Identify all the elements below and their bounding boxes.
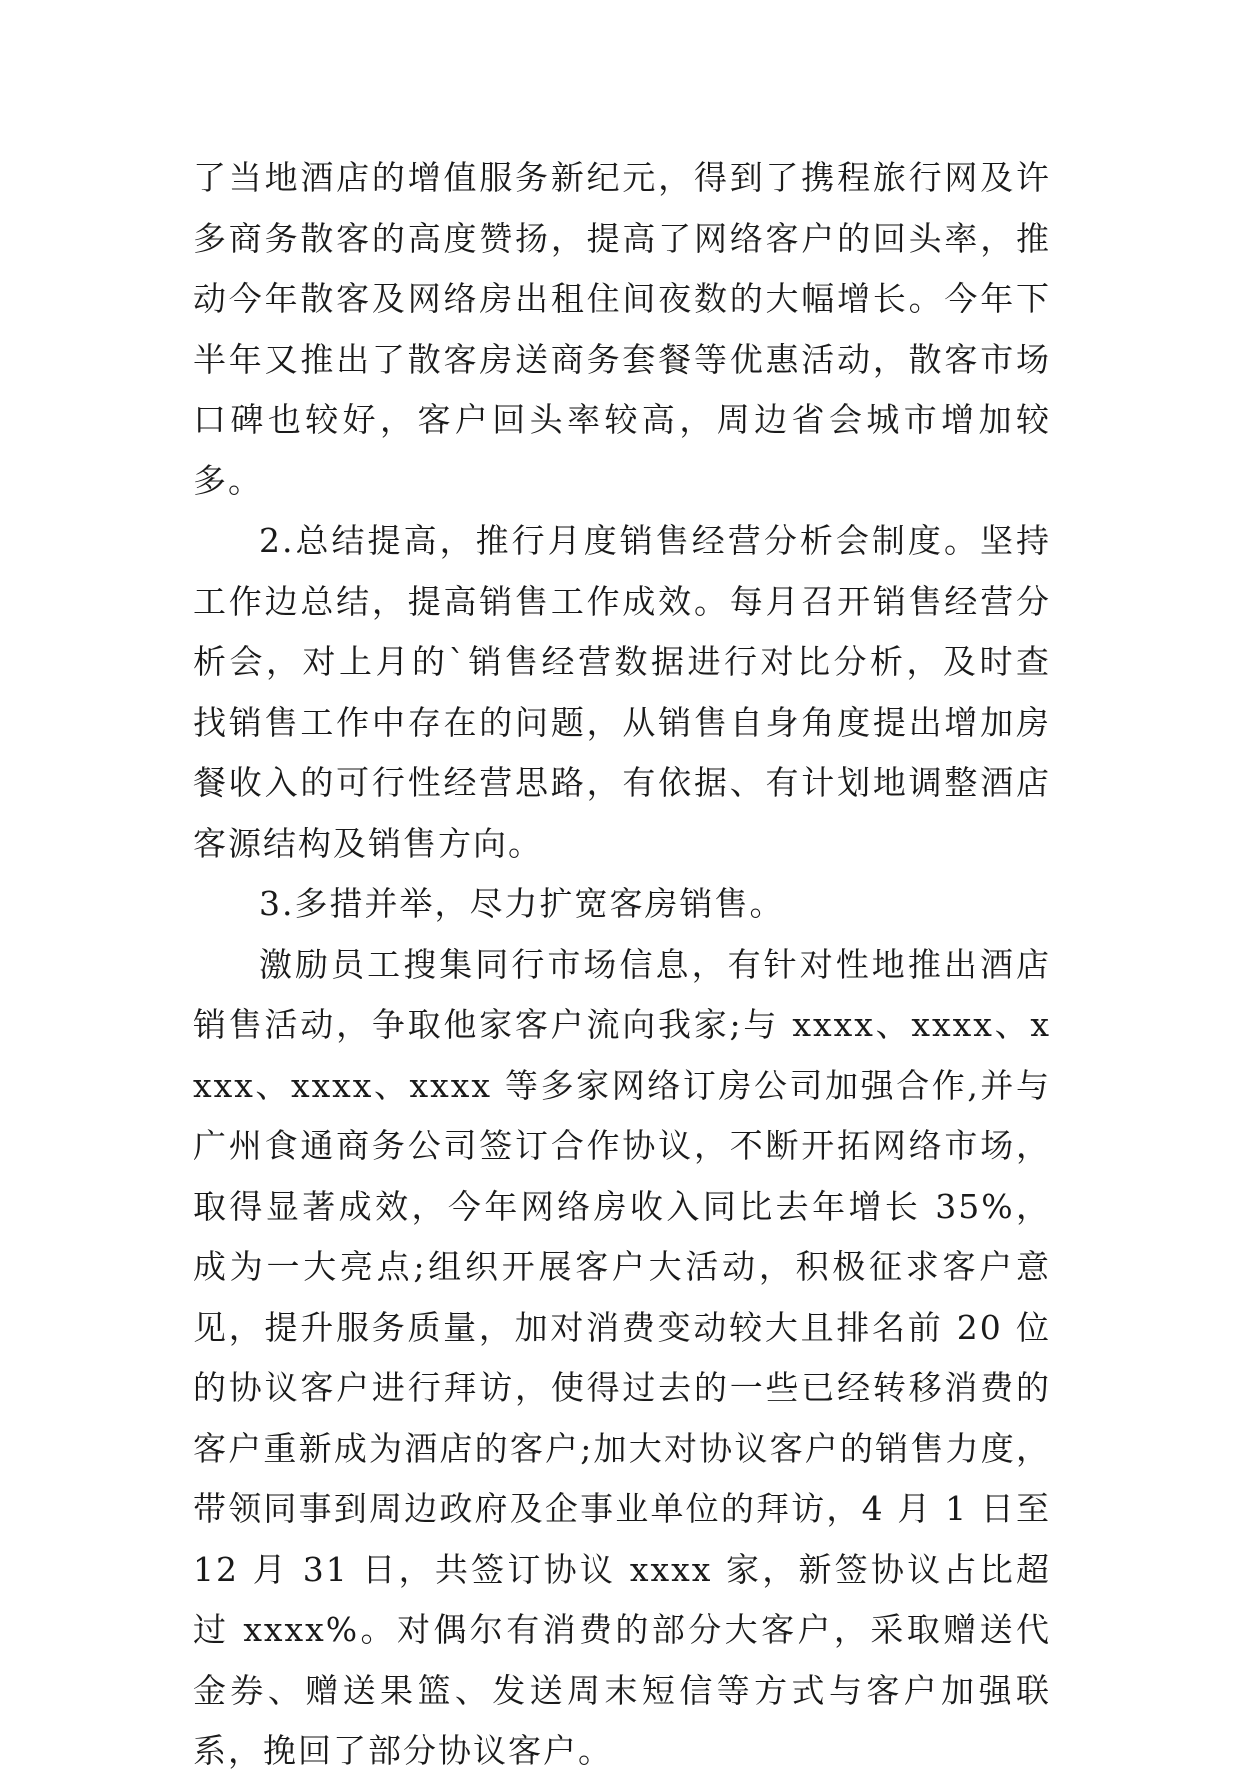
paragraph-item-3-body: 激励员工搜集同行市场信息，有针对性地推出酒店销售活动，争取他家客户流向我家;与 xxxx、xxxx、xxxx、xxxx、xxxx 等多家网络订房公司加强合作,并与广州食通商务公司签订合作协议，不断开拓网络市场，取得显著成效，今年网络房收入同比去年增长 35%，成为一大亮点;组织开展客户大活动，积极征求客户意见，提升服务质量，加对消费变动较大且排名前 20 位的协议客户进行拜访，使得过去的一些已经转移消费的客户重新成为酒店的客户;加大对协议客户的销售力度，带领同事到周边政府及企事业单位的拜访，4 月 1 日至 12 月 31 日，共签订协议 xxxx 家，新签协议占比超过 xxxx%。对偶尔有消费的部分大客户，采取赠送代金券、赠送果篮、发送周末短信等方式与客户加强联系，挽回了部分协议客户。 <box>193 944 1064 1770</box>
paragraph-item-3-heading: 3.多措并举，尽力扩宽客房销售。 <box>259 884 785 923</box>
paragraph-intro-continuation: 了当地酒店的增值服务新纪元，得到了携程旅行网及许多商务散客的高度赞扬，提高了网络客户的回头率，推动今年散客及网络房出租住间夜数的大幅增长。今年下半年又推出了散客房送商务套餐等优惠活动，散客市场口碑也较好，客户回头率较高，周边省会城市增加较多。 <box>193 158 1051 500</box>
document-page <box>193 148 1064 1782</box>
paragraph-item-2: 2.总结提高，推行月度销售经营分析会制度。坚持工作边总结，提高销售工作成效。每月召开销售经营分析会，对上月的`销售经营数据进行对比分析，及时查找销售工作中存在的问题，从销售自身角度提出增加房餐收入的可行性经营思路，有依据、有计划地调整酒店客源结构及销售方向。 <box>193 521 1051 863</box>
